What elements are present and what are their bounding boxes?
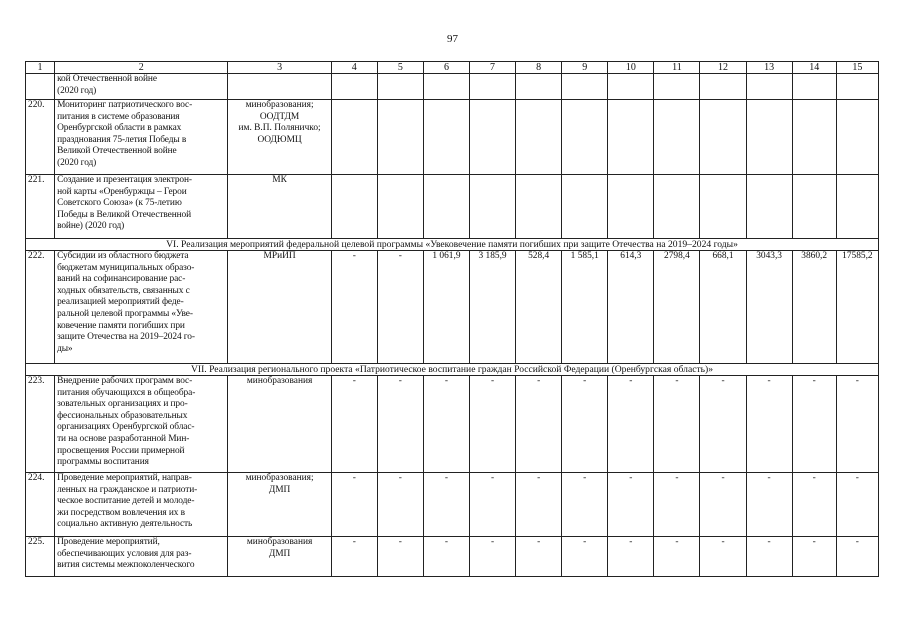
funding-value-cell: -	[746, 537, 792, 577]
column-number-cell: 14	[792, 62, 836, 74]
funding-value-cell: 17585,2	[836, 251, 878, 364]
funding-value-cell: 1 061,9	[423, 251, 469, 364]
section-heading-row	[26, 364, 879, 376]
funding-value-cell	[516, 100, 562, 175]
funding-value-cell	[746, 74, 792, 100]
item-description: Внедрение рабочих программ вос- питания обучающихся в общеобра- зовательных организациях и про- фессиональных образовательных организациях Оренбургской облас- ти на основе разработанной Мин- просвещения России примерной программы воспитания	[55, 376, 228, 473]
funding-value-cell: -	[377, 251, 423, 364]
funding-value-cell: -	[746, 473, 792, 537]
section-heading-row	[26, 239, 879, 251]
funding-value-cell: -	[700, 537, 746, 577]
page-number: 97	[447, 33, 458, 45]
funding-value-cell: -	[700, 376, 746, 473]
funding-value-cell: -	[377, 473, 423, 537]
funding-value-cell	[469, 100, 515, 175]
funding-value-cell	[423, 100, 469, 175]
funding-value-cell: -	[654, 376, 700, 473]
funding-value-cell: -	[836, 376, 878, 473]
funding-value-cell	[836, 74, 878, 100]
funding-value-cell: -	[423, 537, 469, 577]
funding-value-cell	[516, 175, 562, 239]
funding-value-cell: -	[469, 473, 515, 537]
funding-value-cell: -	[469, 537, 515, 577]
item-executor: минобразования; ДМП	[228, 473, 331, 537]
item-executor: минобразования; ООДТДМ им. В.П. Поляничко; ООДЮМЦ	[228, 100, 331, 175]
funding-value-cell	[377, 100, 423, 175]
item-executor	[228, 74, 331, 100]
funding-value-cell: -	[792, 376, 836, 473]
funding-value-cell: -	[792, 537, 836, 577]
funding-value-cell: -	[654, 537, 700, 577]
funding-value-cell: -	[516, 376, 562, 473]
funding-value-cell	[792, 74, 836, 100]
funding-value-cell: 614,3	[608, 251, 654, 364]
section-heading: VI. Реализация мероприятий федеральной целевой программы «Увековечение памяти погибших при защите Отечества на 2019–2024 годы»	[26, 239, 879, 251]
funding-value-cell: -	[562, 537, 608, 577]
funding-value-cell	[746, 100, 792, 175]
funding-value-cell	[700, 74, 746, 100]
funding-value-cell: -	[608, 473, 654, 537]
funding-value-cell	[700, 100, 746, 175]
funding-value-cell	[654, 74, 700, 100]
item-description: Субсидии из областного бюджета бюджетам муниципальных образо- ваний на софинансирование рас- ходных обязательств, связанных с реализацией мероприятий феде- ральной целевой программы «Уве- ковечение памяти погибших при защите Отечества на 2019–2024 го- ды»	[55, 251, 228, 364]
funding-value-cell: 3860,2	[792, 251, 836, 364]
funding-value-cell	[562, 100, 608, 175]
plan-table	[25, 61, 879, 577]
funding-value-cell: 2798,4	[654, 251, 700, 364]
item-number: 220.	[26, 100, 55, 175]
item-description: Проведение мероприятий, направ- ленных на гражданское и патриоти- ческое воспитание детей и молоде- жи посредством вовлечения их в социально активную деятельность	[55, 473, 228, 537]
funding-value-cell	[331, 175, 377, 239]
funding-value-cell: -	[423, 376, 469, 473]
column-number-cell: 7	[469, 62, 515, 74]
funding-value-cell: -	[608, 537, 654, 577]
funding-value-cell: -	[516, 537, 562, 577]
funding-value-cell: -	[700, 473, 746, 537]
funding-value-cell: 3043,3	[746, 251, 792, 364]
table-row	[26, 175, 879, 239]
funding-value-cell	[562, 175, 608, 239]
table-row	[26, 473, 879, 537]
funding-value-cell	[700, 175, 746, 239]
funding-value-cell	[608, 100, 654, 175]
funding-value-cell: -	[331, 251, 377, 364]
item-description: кой Отечественной войне (2020 год)	[55, 74, 228, 100]
item-number	[26, 74, 55, 100]
table-row	[26, 537, 879, 577]
column-number-cell: 15	[836, 62, 878, 74]
funding-value-cell	[654, 100, 700, 175]
column-number-cell: 11	[654, 62, 700, 74]
funding-value-cell	[469, 74, 515, 100]
funding-value-cell: -	[469, 376, 515, 473]
funding-value-cell	[562, 74, 608, 100]
funding-value-cell: -	[562, 376, 608, 473]
funding-value-cell: -	[836, 473, 878, 537]
funding-value-cell: 1 585,1	[562, 251, 608, 364]
funding-value-cell	[377, 74, 423, 100]
table-row	[26, 376, 879, 473]
funding-value-cell	[423, 74, 469, 100]
funding-value-cell: -	[654, 473, 700, 537]
funding-value-cell	[836, 175, 878, 239]
item-number: 223.	[26, 376, 55, 473]
column-number-cell: 13	[746, 62, 792, 74]
funding-value-cell: -	[377, 376, 423, 473]
funding-value-cell: -	[331, 537, 377, 577]
table-row	[26, 74, 879, 100]
item-description: Создание и презентация электрон- ной карты «Оренбуржцы – Герои Советского Союза» (к 75-летию Победы в Великой Отечественной войне) (2020 год)	[55, 175, 228, 239]
funding-value-cell: -	[836, 537, 878, 577]
funding-value-cell: -	[608, 376, 654, 473]
funding-value-cell: -	[331, 473, 377, 537]
funding-value-cell	[654, 175, 700, 239]
column-number-cell: 5	[377, 62, 423, 74]
item-number: 224.	[26, 473, 55, 537]
item-number: 225.	[26, 537, 55, 577]
section-heading: VII. Реализация регионального проекта «Патриотическое воспитание граждан Российской Федерации (Оренбургская область)»	[26, 364, 879, 376]
funding-value-cell	[792, 175, 836, 239]
funding-value-cell	[792, 100, 836, 175]
funding-value-cell	[423, 175, 469, 239]
column-number-row	[26, 62, 879, 74]
column-number-cell: 10	[608, 62, 654, 74]
funding-value-cell	[608, 74, 654, 100]
column-number-cell: 2	[55, 62, 228, 74]
item-executor: минобразования	[228, 376, 331, 473]
column-number-cell: 12	[700, 62, 746, 74]
funding-value-cell	[469, 175, 515, 239]
funding-value-cell: -	[792, 473, 836, 537]
column-number-cell: 8	[516, 62, 562, 74]
table-row	[26, 251, 879, 364]
funding-value-cell: -	[562, 473, 608, 537]
funding-value-cell	[836, 100, 878, 175]
item-executor: МК	[228, 175, 331, 239]
funding-value-cell: -	[516, 473, 562, 537]
column-number-cell: 3	[228, 62, 331, 74]
funding-value-cell	[331, 74, 377, 100]
table-row	[26, 100, 879, 175]
column-number-cell: 4	[331, 62, 377, 74]
funding-value-cell	[331, 100, 377, 175]
funding-value-cell: 668,1	[700, 251, 746, 364]
item-number: 221.	[26, 175, 55, 239]
funding-value-cell: -	[423, 473, 469, 537]
funding-value-cell: 528,4	[516, 251, 562, 364]
funding-value-cell: 3 185,9	[469, 251, 515, 364]
funding-value-cell: -	[331, 376, 377, 473]
funding-value-cell	[746, 175, 792, 239]
column-number-cell: 9	[562, 62, 608, 74]
column-number-cell: 1	[26, 62, 55, 74]
funding-value-cell	[608, 175, 654, 239]
column-number-cell: 6	[423, 62, 469, 74]
funding-value-cell	[377, 175, 423, 239]
item-number: 222.	[26, 251, 55, 364]
item-executor: МРиИП	[228, 251, 331, 364]
funding-value-cell: -	[377, 537, 423, 577]
item-executor: минобразования ДМП	[228, 537, 331, 577]
funding-value-cell	[516, 74, 562, 100]
item-description: Мониторинг патриотического вос- питания в системе образования Оренбургской области в рамках празднования 75-летия Победы в Великой Отечественной войне (2020 год)	[55, 100, 228, 175]
item-description: Проведение мероприятий, обеспечивающих условия для раз- вития системы межпоколенческого	[55, 537, 228, 577]
funding-value-cell: -	[746, 376, 792, 473]
